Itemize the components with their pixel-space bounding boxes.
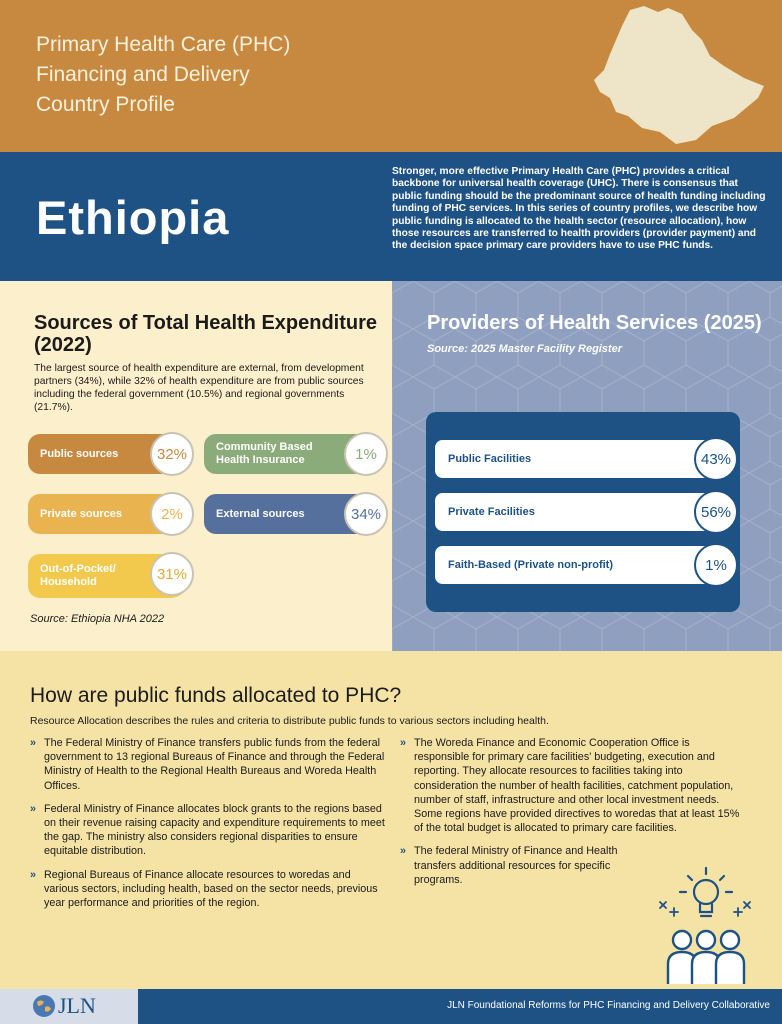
source-percent: 2% <box>150 492 194 536</box>
report-title <box>36 30 290 120</box>
source-label: External sources <box>216 507 305 520</box>
source-pill-public <box>28 434 190 474</box>
source-label: Community Based Health Insurance <box>216 441 313 466</box>
sources-citation: Source: Ethiopia NHA 2022 <box>30 613 165 625</box>
source-label: Private sources <box>40 507 122 520</box>
list-item <box>400 844 640 887</box>
allocation-title: How are public funds allocated to PHC? <box>30 684 402 707</box>
globe-icon <box>32 994 56 1018</box>
bullet-text: Regional Bureaus of Finance allocate resources to woredas and various sectors, including health, based on the sector needs, previous year performance and priorities of the region. <box>44 868 378 910</box>
source-pill-external <box>204 494 384 534</box>
list-item <box>400 736 746 835</box>
provider-row-public <box>435 440 735 478</box>
providers-title: Providers of Health Services (2025) <box>427 312 762 334</box>
sources-title: Sources of Total Health Expenditure (2022) <box>34 312 378 356</box>
provider-label: Public Facilities <box>448 453 532 465</box>
provider-row-faith-based <box>435 546 735 584</box>
provider-row-private <box>435 493 735 531</box>
source-label: Public sources <box>40 447 119 460</box>
provider-percent: 1% <box>694 543 738 587</box>
country-name: Ethiopia <box>36 191 230 244</box>
source-pill-cbhi <box>204 434 384 474</box>
report-title-line: Primary Health Care (PHC) <box>36 33 291 56</box>
provider-label: Faith-Based (Private non-profit) <box>448 559 614 571</box>
footer-bar <box>138 989 782 1024</box>
source-percent: 32% <box>150 432 194 476</box>
bullet-mark: » <box>400 737 407 749</box>
footer-text: JLN Foundational Reforms for PHC Financing and Delivery Collaborative <box>447 1000 770 1011</box>
source-percent: 34% <box>344 492 388 536</box>
bullet-text: The Woreda Finance and Economic Cooperation Office is responsible for primary care facilities' budgeting, execution and reporting. They allocate resources to facilities taking into consideration the number of health facilities, catchment population, number of staff, infrastructure and other local investment needs. Some regions have provided directives to woredas that at least 15% of the total budget is allocated to primary care facilities. <box>414 737 740 835</box>
source-pill-private <box>28 494 190 534</box>
source-pill-out-of-pocket <box>28 554 190 598</box>
provider-percent: 56% <box>694 490 738 534</box>
allocation-description: Resource Allocation describes the rules and criteria to distribute public funds to various sectors including health. <box>30 715 549 727</box>
provider-percent: 43% <box>694 437 738 481</box>
sources-description: The largest source of health expenditure are external, from development partners (34%), while 32% of health expenditure are from public sources including the federal government (10.5%) and regional governments (21.7%). <box>34 363 364 413</box>
list-item <box>30 868 388 911</box>
bullet-text: The Federal Ministry of Finance transfers public funds from the federal government to 13 regional Bureaus of Finance and through the Federal Ministry of Health to the Regional Health Bureaus and Woreda Health Offices. <box>44 737 385 792</box>
list-item <box>30 802 388 859</box>
bullet-mark: » <box>30 868 37 881</box>
bullet-text: Federal Ministry of Finance allocates block grants to the regions based on their revenue raising capacity and expenditure requirements to meet the gap. The ministry also considers regional disparities to ensure equitable distribution. <box>44 802 385 858</box>
bullet-mark: » <box>30 802 37 815</box>
provider-label: Private Facilities <box>448 506 535 518</box>
bullet-mark: » <box>400 845 407 858</box>
source-label: Out-of-Pocket/ Household <box>40 563 116 588</box>
report-title-line: Financing and Delivery <box>36 63 250 86</box>
intro-text: Stronger, more effective Primary Health Care (PHC) provides a critical backbone for universal health coverage (UHC). There is consensus that public funding should be the predominant source of health funding including funding of PHC services. In this series of country profiles, we describe how public funding is allocated to the health sector (resource allocation), how those resources are transferred to health providers (provider payment) and the decision space primary care providers have to use PHC funds. <box>392 166 766 252</box>
list-item <box>30 736 388 793</box>
report-title-line: Country Profile <box>36 93 175 116</box>
ethiopia-map-icon <box>572 0 772 150</box>
bullet-text: The federal Ministry of Finance and Health transfers additional resources for specific programs. <box>414 845 618 886</box>
providers-citation: Source: 2025 Master Facility Register <box>427 343 623 355</box>
allocation-bullets-left <box>30 736 388 919</box>
source-percent: 31% <box>150 552 194 596</box>
bullet-mark: » <box>30 737 37 749</box>
source-percent: 1% <box>344 432 388 476</box>
jln-logo: JLN <box>58 993 96 1018</box>
lightbulb-team-icon <box>652 866 762 986</box>
